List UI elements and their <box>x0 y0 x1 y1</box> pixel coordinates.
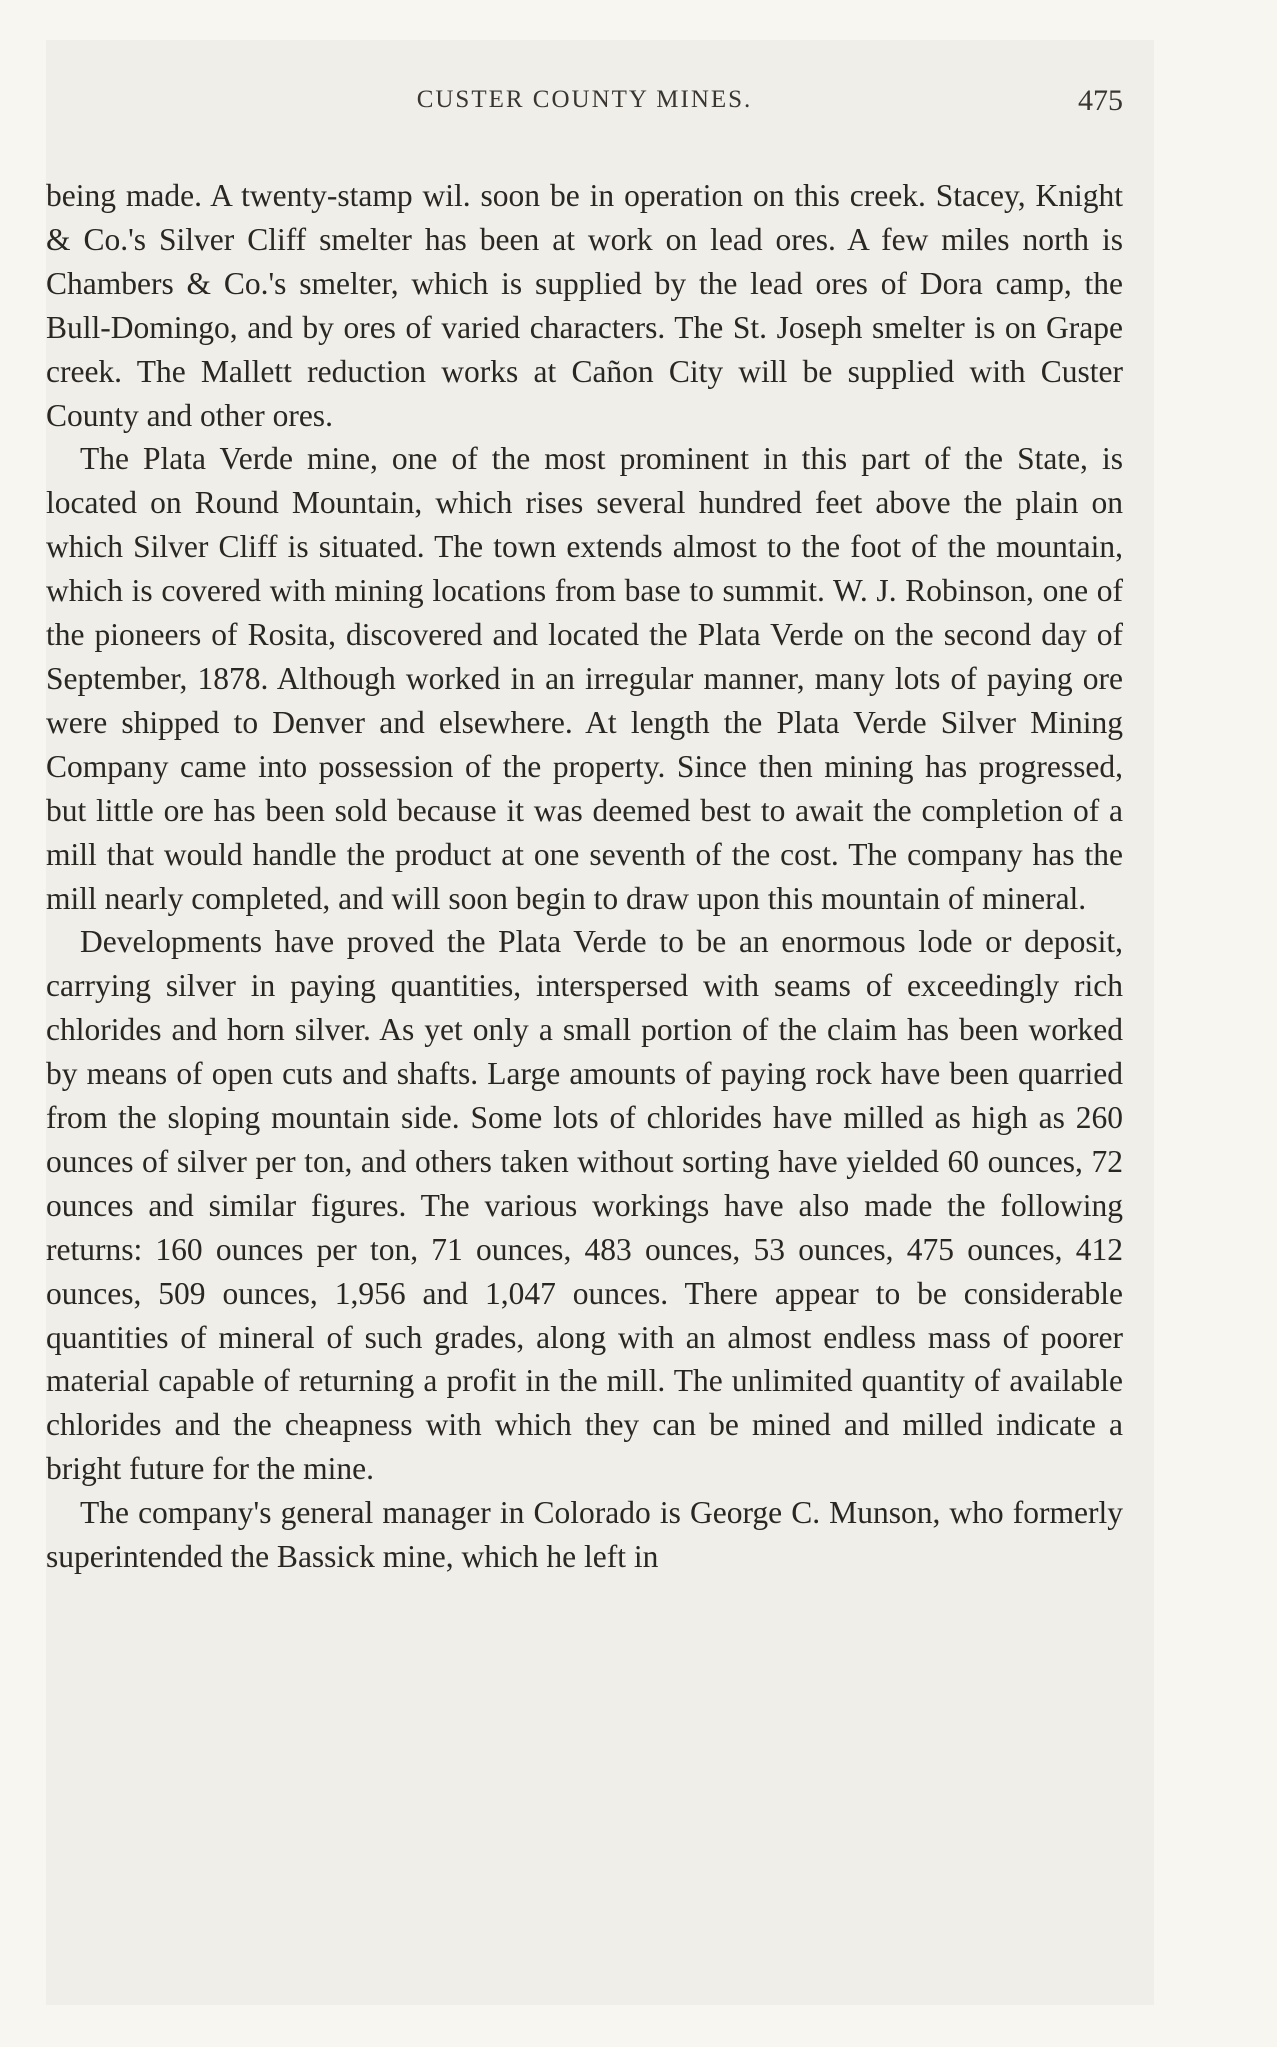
body-text <box>46 174 1123 1579</box>
paragraph-continued: being made. A twenty-stamp wil. soon be in operation on this creek. Stacey, Knight & Co.'s Silver Cliff smelter has been at work on lead ores. A few miles north is Chambers & Co.'s smelter, which is supplied by the lead ores of Dora camp, the Bull-Domingo, and by ores of varied characters. The St. Joseph smelter is on Grape creek. The Mallett reduction works at Cañon City will be supplied with Custer County and other ores. <box>46 178 1123 433</box>
page-header <box>46 86 1123 126</box>
running-head: CUSTER COUNTY MINES. <box>416 86 753 113</box>
paragraph-plata-verde: The Plata Verde mine, one of the most prominent in this part of the State, is located on Round Mountain, which rises several hundred feet above the plain on which Silver Cliff is situated. The town extends almost to the foot of the mountain, which is covered with mining locations from base to summit. W. J. Robinson, one of the pioneers of Rosita, discovered and located the Plata Verde on the second day of September, 1878. Although worked in an irregular manner, many lots of paying ore were shipped to Denver and elsewhere. At length the Plata Verde Silver Mining Company came into possession of the property. Since then mining has progressed, but little ore has been sold because it was deemed best to await the completion of a mill that would handle the product at one seventh of the cost. The company has the mill nearly completed, and will soon begin to draw upon this mountain of mineral. <box>46 441 1123 916</box>
book-page <box>46 40 1154 2005</box>
paragraph-developments: Developments have proved the Plata Verde to be an enormous lode or deposit, carrying silver in paying quantities, interspersed with seams of exceedingly rich chlorides and horn silver. As yet only a small portion of the claim has been worked by means of open cuts and shafts. Large amounts of paying rock have been quarried from the sloping mountain side. Some lots of chlorides have milled as high as 260 ounces of silver per ton, and others taken without sorting have yielded 60 ounces, 72 ounces and similar figures. The various workings have also made the following returns: 160 ounces per ton, 71 ounces, 483 ounces, 53 ounces, 475 ounces, 412 ounces, 509 ounces, 1,956 and 1,047 ounces. There appear to be considerable quantities of mineral of such grades, along with an almost endless mass of poorer material capable of returning a profit in the mill. The unlimited quantity of available chlorides and the cheapness with which they can be mined and milled indicate a bright future for the mine. <box>46 924 1123 1487</box>
paragraph-general-manager: The company's general manager in Colorado is George C. Munson, who formerly superintended the Bassick mine, which he left in <box>46 1495 1123 1575</box>
page-number: 475 <box>1078 84 1123 117</box>
